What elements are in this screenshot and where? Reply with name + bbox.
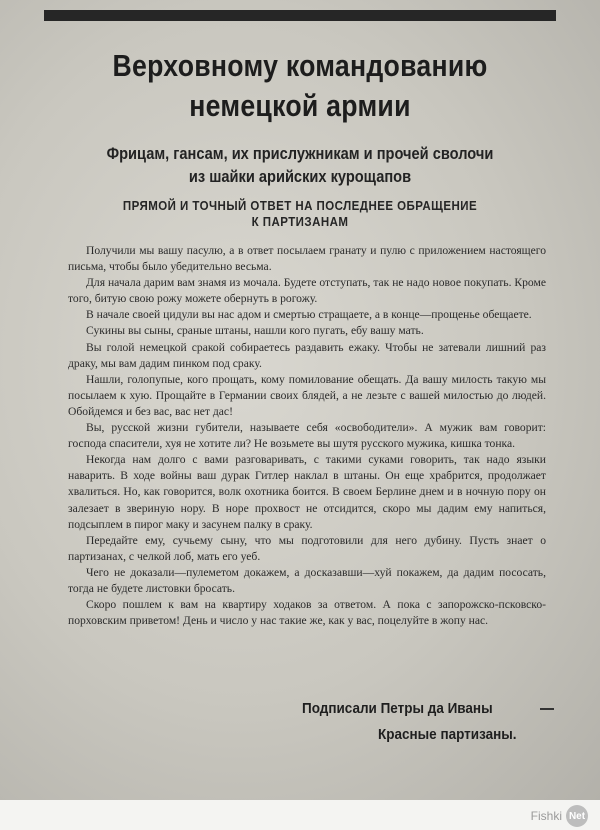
top-rule xyxy=(44,10,556,21)
paragraph: Передайте ему, сучьему сыну, что мы подготовили для него дубину. Пусть знает о партизанах, с челкой лоб, мать его уеб. xyxy=(68,533,546,563)
paragraph: Некогда нам долго с вами разговаривать, с такими суками говорить, так надо языки наварить. В ходе войны ваш дурак Гитлер наклал в штаны. Он еще храбрится, продолжает хвалиться. Но, как говорится, волк охотника боится. В своем Берлине днем и в ночную пору он залезает в звериную нору. В норе прохвост не отсидится, скоро мы дадим ему напиться, подсыплем в пирог маку и засунем палку в сраку. xyxy=(68,453,546,531)
subtitle-line-2: из шайки арийских курощапов xyxy=(188,167,412,186)
paragraph: Скоро пошлем к вам на квартиру ходаков за ответом. А пока с запорожско-псковско-порховским приветом! День и число у нас такие же, как у вас, поцелуйте в жопу нас. xyxy=(68,598,546,628)
heading-line-2: К ПАРТИЗАНАМ xyxy=(251,215,349,229)
signature-line-1: Подписали Петры да Иваны xyxy=(302,700,493,717)
title-line-1: Верховному командованию xyxy=(112,48,488,83)
subtitle-line-1: Фрицам, гансам, их прислужникам и прочей сволочи xyxy=(106,144,494,163)
paragraph: Чего не доказали—пулеметом докажем, а досказавши—хуй покажем, да дадим пососать, тогда не будете листовки бросать. xyxy=(68,565,546,595)
paragraph: Сукины вы сыны, сраные штаны, нашли кого пугать, ебу вашу мать. xyxy=(86,324,424,338)
title-line-2: немецкой армии xyxy=(189,88,411,123)
paragraph: В начале своей цидули вы нас адом и смертью стращаете, а в конце—прощенье обещаете. xyxy=(86,308,532,322)
paragraph: Получили мы вашу пасулю, а в ответ посылаем гранату и пулю с приложением настоящего письма, чтобы было убедительно весьма. xyxy=(68,244,546,274)
paragraph: Вы, русской жизни губители, называете себя «освободители». А мужик вам говорит: господа спасители, хуя не хотите ли? Не возьмете вы шутя русского мужика, кишка тонка. xyxy=(68,421,546,451)
paragraph: Нашли, голопупые, кого прощать, кому помилование обещать. Да вашу милость такую мы посылаем к хую. Прощайте в Германии своих блядей, а не лезьте с вашей милостью до людей. Обойдемся и без вас, вас нет дас! xyxy=(68,372,546,418)
paragraph: Для начала дарим вам знамя из мочала. Будете отступать, так не надо новое покупать. Кроме того, битую свою рожу можете обернуть в рогожу. xyxy=(68,276,546,306)
signature-dash xyxy=(540,708,554,710)
watermark-brand: Fishki xyxy=(530,809,562,823)
signature-line-2: Красные партизаны. xyxy=(378,726,517,743)
footer-strip xyxy=(0,800,600,830)
watermark-badge: Net xyxy=(566,805,588,827)
letter-body xyxy=(68,243,546,629)
heading-line-1: ПРЯМОЙ И ТОЧНЫЙ ОТВЕТ НА ПОСЛЕДНЕЕ ОБРАЩЕНИЕ xyxy=(122,199,478,213)
fishki-watermark[interactable] xyxy=(531,806,588,826)
paragraph: Вы голой немецкой сракой собираетесь раздавить ежаку. Чтобы не затевали лишний раз драку, мы вам дадим пинком под сраку. xyxy=(68,340,546,370)
